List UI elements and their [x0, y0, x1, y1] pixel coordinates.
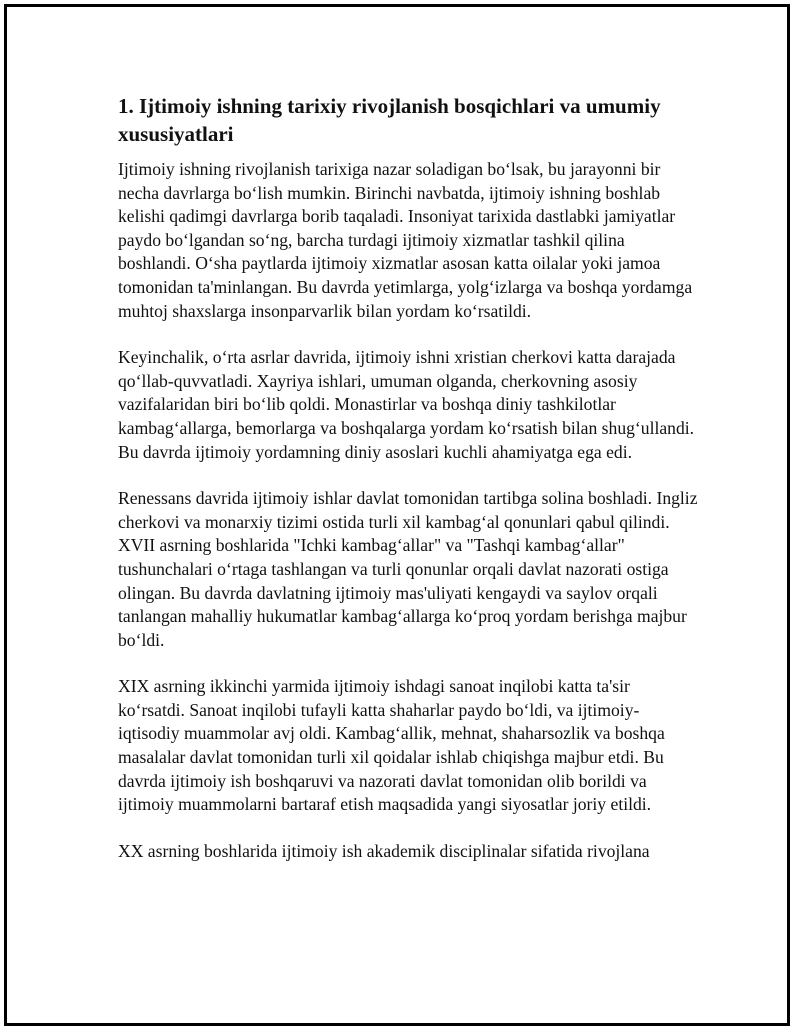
paragraph-ancient-period: Ijtimoiy ishning rivojlanish tarixiga nazar soladigan boʻlsak, bu jarayonni bir necha davrlarga boʻlish mumkin. Birinchi navbatda, ijtimoiy ishning boshlab kelishi qadimgi davrlarga borib taqaladi. Insoniyat tarixida dastlabki jamiyatlar paydo boʻlgandan soʻng, barcha turdagi ijtimoiy xizmatlar tashkil qilina boshlandi. Oʻsha paytlarda ijtimoiy xizmatlar asosan katta oilalar yoki jamoa tomonidan ta'minlangan. Bu davrda yetimlarga, yolgʻizlarga va boshqa yordamga muhtoj shaxslarga insonparvarlik bilan yordam koʻrsatildi. [118, 159, 693, 321]
paragraph-twentieth-century: XX asrning boshlarida ijtimoiy ish akademik disciplinalar sifatida rivojlana [118, 840, 650, 861]
section-heading: 1. Ijtimoiy ishning tarixiy rivojlanish bosqichlari va umumiy xususiyatlari [118, 94, 661, 146]
document-body [118, 92, 700, 886]
paragraph-middle-ages: Keyinchalik, oʻrta asrlar davrida, ijtimoiy ishni xristian cherkovi katta darajada qoʻllab-quvvatladi. Xayriya ishlari, umuman olganda, cherkovning asosiy vazifalaridan biri boʻlib qoldi. Monastirlar va boshqa diniy tashkilotlar kambagʻallarga, bemorlarga va boshqalarga yordam koʻrsatish bilan shugʻullandi. Bu davrda ijtimoiy yordamning diniy asoslari kuchli ahamiyatga ega edi. [118, 347, 695, 462]
paragraph-renaissance: Renessans davrida ijtimoiy ishlar davlat tomonidan tartibga solina boshladi. Ingliz cherkovi va monarxiy tizimi ostida turli xil kambagʻal qonunlari qabul qilindi. XVII asrning boshlarida "Ichki kambagʻallar" va "Tashqi kambagʻallar" tushunchalari oʻrtaga tashlangan va turli qonunlar orqali davlat nazorati ostiga olingan. Bu davrda davlatning ijtimoiy mas'uliyati kengaydi va saylov orqali tanlangan mahalliy hukumatlar kambagʻallarga koʻproq yordam berishga majbur boʻldi. [118, 488, 698, 650]
paragraph-nineteenth-century: XIX asrning ikkinchi yarmida ijtimoiy ishdagi sanoat inqilobi katta ta'sir koʻrsatdi. Sanoat inqilobi tufayli katta shaharlar paydo boʻldi, va ijtimoiy-iqtisodiy muammolar avj oldi. Kambagʻallik, mehnat, shaharsozlik va boshqa masalalar davlat tomonidan turli xil qoidalar ishlab chiqishga majbur etdi. Bu davrda ijtimoiy ish boshqaruvi va nazorati davlat tomonidan olib borildi va ijtimoiy muammolarni bartaraf etish maqsadida yangi siyosatlar joriy etildi. [118, 676, 665, 815]
